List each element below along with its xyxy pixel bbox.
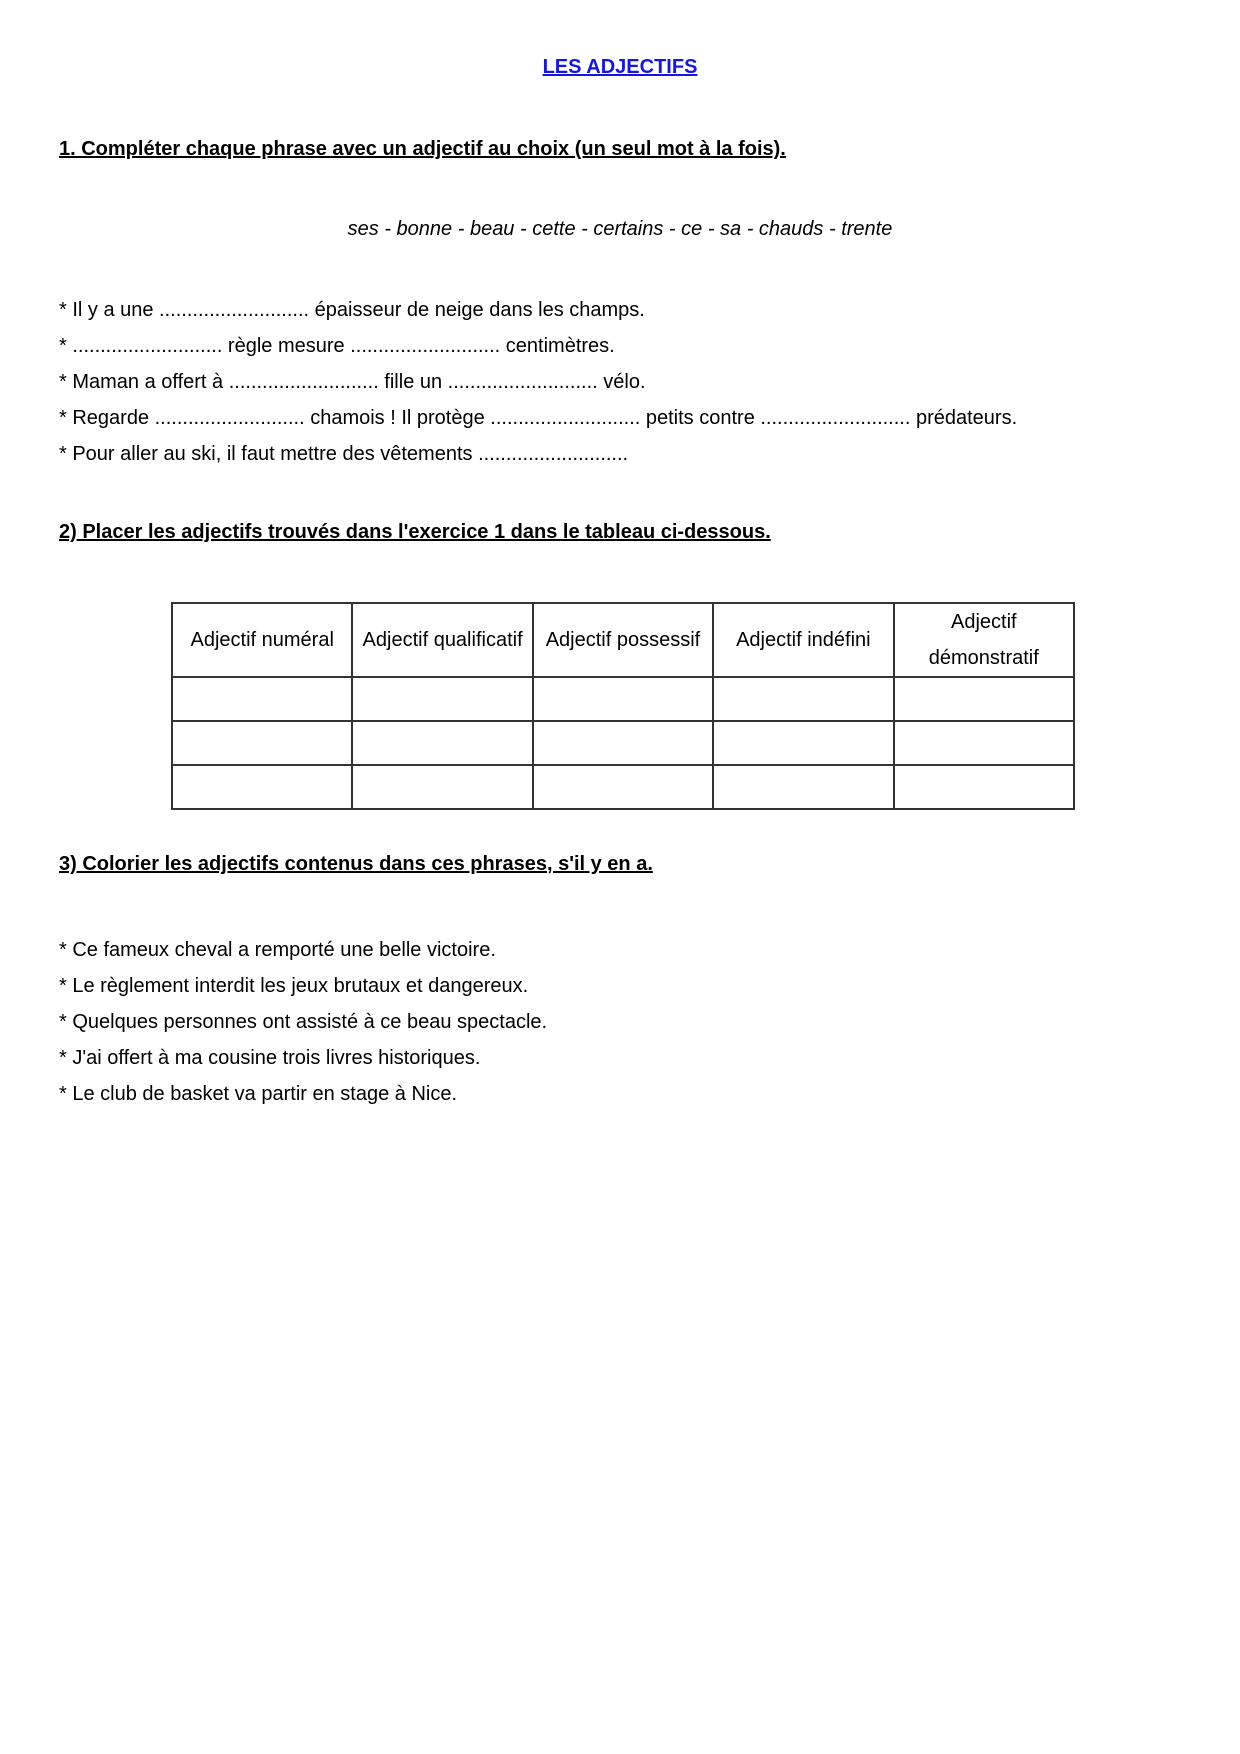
table-cell[interactable] [894, 765, 1074, 809]
column-header-possessif: Adjectif possessif [533, 603, 713, 677]
table-cell[interactable] [533, 765, 713, 809]
exercise-3-sentence: * J'ai offert à ma cousine trois livres historiques. [59, 1047, 481, 1069]
table-cell[interactable] [713, 765, 893, 809]
column-header-demonstratif: Adjectif démonstratif [894, 603, 1074, 677]
table-row [172, 677, 1074, 721]
exercise-3-sentence: * Quelques personnes ont assisté à ce beau spectacle. [59, 1011, 548, 1033]
exercise-3-sentence: * Ce fameux cheval a remporté une belle victoire. [59, 939, 496, 961]
exercise-1-heading: 1. Compléter chaque phrase avec un adjectif au choix (un seul mot à la fois). [59, 138, 786, 160]
table-cell[interactable] [172, 765, 352, 809]
table-cell[interactable] [894, 677, 1074, 721]
exercise-1-sentences [59, 292, 1017, 472]
table-cell[interactable] [533, 677, 713, 721]
word-bank: ses - bonne - beau - cette - certains - ce - sa - chauds - trente [347, 218, 893, 240]
table-cell[interactable] [713, 677, 893, 721]
exercise-1-sentence: * Regarde ........................... chamois ! Il protège ........................... petits contre ........................... prédateurs. [59, 407, 1018, 429]
table-cell[interactable] [533, 721, 713, 765]
column-header-qualificatif: Adjectif qualificatif [352, 603, 532, 677]
exercise-3-sentence: * Le club de basket va partir en stage à Nice. [59, 1083, 458, 1105]
exercise-1-sentence: * Maman a offert à ........................... fille un ........................... vélo. [59, 371, 646, 393]
column-header-indefini: Adjectif indéfini [713, 603, 893, 677]
exercise-1-sentence: * Pour aller au ski, il faut mettre des vêtements ........................... [59, 443, 629, 465]
page-title: LES ADJECTIFS [542, 56, 698, 78]
exercise-3-sentences [59, 932, 547, 1112]
table-row [172, 765, 1074, 809]
table-cell[interactable] [352, 721, 532, 765]
table-header-row [172, 603, 1074, 677]
column-header-numeral: Adjectif numéral [172, 603, 352, 677]
exercise-3-sentence: * Le règlement interdit les jeux brutaux et dangereux. [59, 975, 529, 997]
table-cell[interactable] [172, 721, 352, 765]
table-cell[interactable] [352, 677, 532, 721]
table-cell[interactable] [894, 721, 1074, 765]
exercise-3-heading: 3) Colorier les adjectifs contenus dans ces phrases, s'il y en a. [59, 853, 653, 875]
exercise-1-sentence: * Il y a une ........................... épaisseur de neige dans les champs. [59, 299, 645, 321]
table-cell[interactable] [352, 765, 532, 809]
exercise-1-sentence: * ........................... règle mesure ........................... centimètres. [59, 335, 615, 357]
exercise-2-heading: 2) Placer les adjectifs trouvés dans l'exercice 1 dans le tableau ci-dessous. [59, 521, 771, 543]
adjective-table [171, 602, 1075, 810]
table-cell[interactable] [172, 677, 352, 721]
table-row [172, 721, 1074, 765]
table-cell[interactable] [713, 721, 893, 765]
